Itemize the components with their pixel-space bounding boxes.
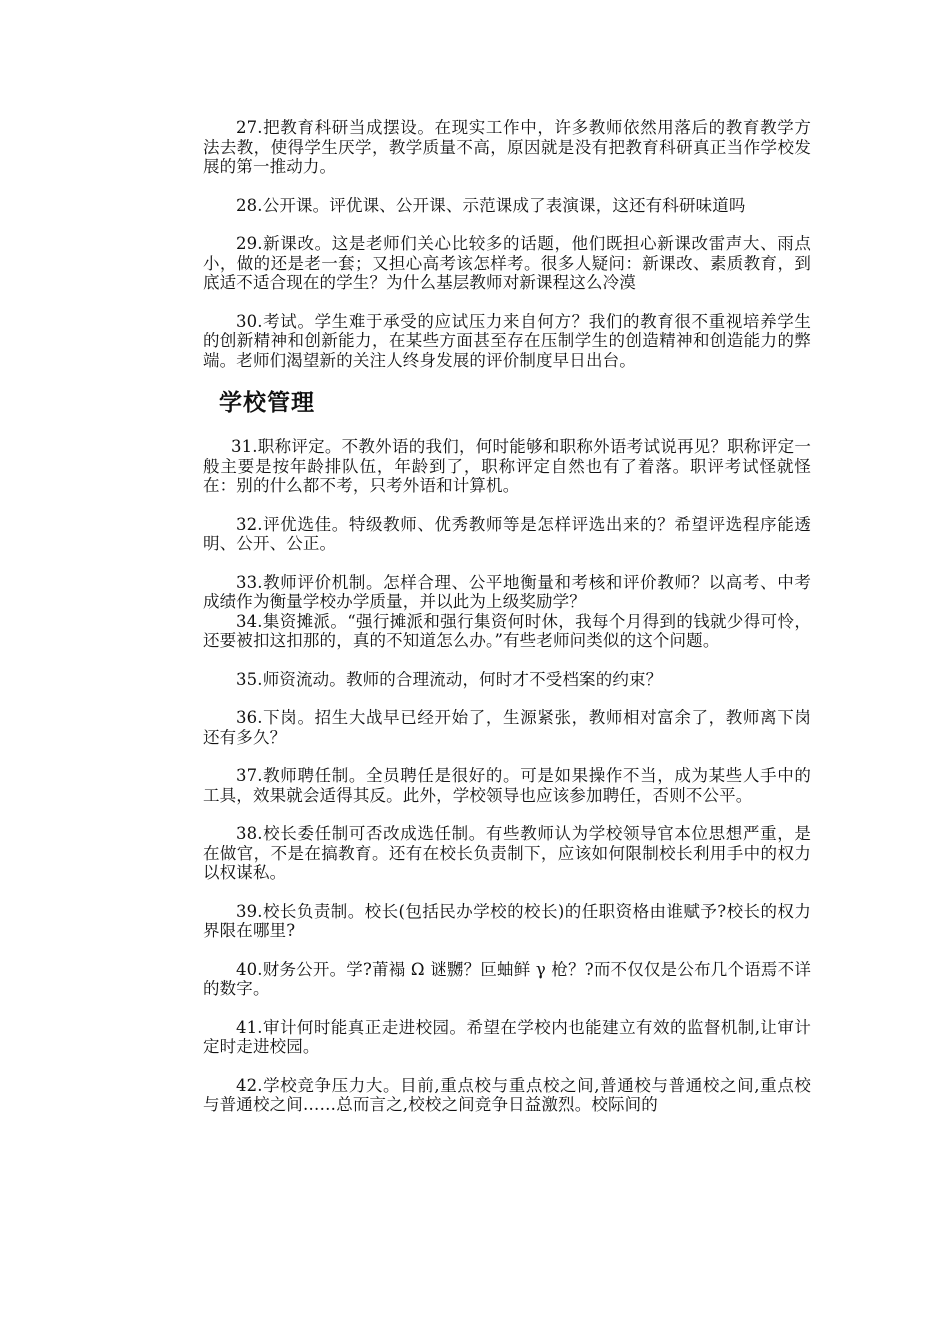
paragraph-35: 35.师资流动。教师的合理流动，何时才不受档案的约束？: [236, 669, 663, 689]
paragraph-34: 34.集资摊派。“强行摊派和强行集资何时休，我每个月得到的钱就少得可怜，还要被扣这扣那的，真的不知道怎么办。”有些老师问类似的这个问题。: [203, 611, 811, 650]
paragraph-40: 40.财务公开。学?莆褟 Ω 谜嬲？叵蚰鲜 γ 枪？?而不仅仅是公布几个语焉不详的数字。: [203, 959, 811, 998]
paragraph-29: 29.新课改。这是老师们关心比较多的话题，他们既担心新课改雷声大、雨点小，做的还是老一套；又担心高考该怎样考。很多人疑问：新课改、素质教育，到底适不适合现在的学生？为什么基层教师对新课程这么冷漠: [203, 234, 811, 292]
paragraph-31: 31.职称评定。不教外语的我们，何时能够和职称外语考试说再见？职称评定一般主要是按年龄排队伍，年龄到了，职称评定自然也有了着落。职评考试怪就怪在：别的什么都不考，只考外语和计算机。: [203, 437, 811, 495]
text-column: [203, 118, 811, 1134]
paragraph-36: 36.下岗。招生大战早已经开始了，生源紧张，教师相对富余了，教师离下岗还有多久？: [203, 708, 811, 747]
paragraph-28: 28.公开课。评优课、公开课、示范课成了表演课，这还有科研味道吗: [236, 195, 746, 215]
paragraph-38: 38.校长委任制可否改成选任制。有些教师认为学校领导官本位思想严重，是在做官，不是在搞教育。还有在校长负责制下，应该如何限制校长利用手中的权力以权谋私。: [203, 824, 811, 882]
section-heading: 学校管理: [219, 390, 315, 416]
paragraph-39: 39.校长负责制。校长(包括民办学校的校长)的任职资格由谁赋予?校长的权力界限在哪里?: [203, 901, 811, 940]
paragraph-42: 42.学校竞争压力大。目前,重点校与重点校之间,普通校与普通校之间,重点校与普通校之间……总而言之,校校之间竞争日益激烈。校际间的: [203, 1075, 811, 1114]
paragraph-33: 33.教师评价机制。怎样合理、公平地衡量和考核和评价教师？以高考、中考成绩作为衡量学校办学质量，并以此为上级奖励学？: [203, 572, 811, 611]
paragraph-37: 37.教师聘任制。全员聘任是很好的。可是如果操作不当，成为某些人手中的工具，效果就会适得其反。此外，学校领导也应该参加聘任，否则不公平。: [203, 766, 811, 805]
paragraph-30: 30.考试。学生难于承受的应试压力来自何方？我们的教育很不重视培养学生的创新精神和创新能力，在某些方面甚至存在压制学生的创造精神和创造能力的弊端。老师们渴望新的关注人终身发展的评价制度早日出台。: [203, 311, 811, 370]
paragraph-27: 27.把教育科研当成摆设。在现实工作中，许多教师依然用落后的教育教学方法去教，使得学生厌学，教学质量不高，原因就是没有把教育科研真正当作学校发展的第一推动力。: [203, 118, 811, 176]
paragraph-41: 41.审计何时能真正走进校园。希望在学校内也能建立有效的监督机制,让审计定时走进校园。: [203, 1017, 811, 1056]
paragraph-32: 32.评优选佳。特级教师、优秀教师等是怎样评选出来的？希望评选程序能透明、公开、公正。: [203, 514, 811, 553]
